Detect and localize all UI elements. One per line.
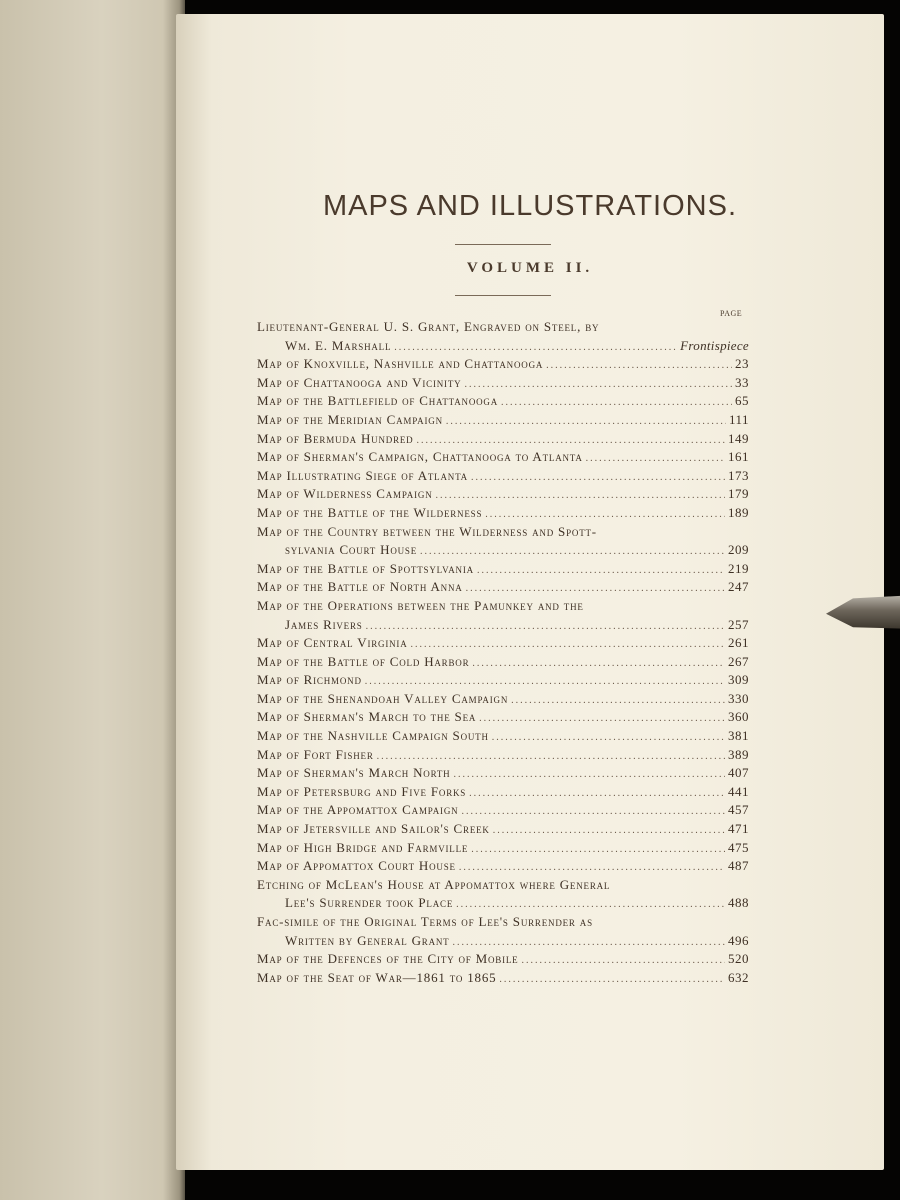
- list-item: [257, 708, 749, 727]
- entry-title: Etching of McLean's House at Appomattox where General: [257, 876, 611, 892]
- list-item: [257, 523, 749, 560]
- list-item: [257, 969, 749, 988]
- entry-page-number: 381: [728, 728, 749, 744]
- entry-page-number: 330: [728, 690, 749, 706]
- entry-page-number: 488: [728, 895, 749, 911]
- entry-page-number: 179: [728, 486, 749, 502]
- list-item: [257, 634, 749, 653]
- list-item: [257, 560, 749, 579]
- entry-page-number: 173: [728, 467, 749, 483]
- list-item: [257, 746, 749, 765]
- entry-title: Map of the Country between the Wilderness and Spott-: [257, 523, 597, 539]
- list-item: [257, 318, 749, 355]
- list-item: [257, 411, 749, 430]
- entry-title: Map of Sherman's March North: [257, 765, 451, 781]
- entry-title: Map of Petersburg and Five Forks: [257, 783, 467, 799]
- entry-title: Map of the Appomattox Campaign: [257, 802, 459, 818]
- entry-title: Map of the Defences of the City of Mobile: [257, 951, 519, 967]
- list-item: [257, 820, 749, 839]
- entry-page-number: 149: [728, 430, 749, 446]
- entry-page-number: 65: [735, 393, 749, 409]
- entry-title: Map of the Seat of War—1861 to 1865: [257, 969, 497, 985]
- facing-page: [0, 0, 185, 1200]
- page-title: MAPS AND ILLUSTRATIONS.: [322, 190, 738, 222]
- entry-title: Map of the Battle of Spottsylvania: [257, 560, 474, 576]
- entry-page-number: 471: [728, 821, 749, 837]
- entry-title: Fac-simile of the Original Terms of Lee's Surrender as: [257, 914, 593, 929]
- entry-title: sylvania Court House: [285, 542, 418, 558]
- entry-title: Written by General Grant: [285, 932, 450, 948]
- entry-page-number: 632: [728, 969, 749, 985]
- entry-title: Lee's Surrender took Place: [285, 895, 454, 911]
- entry-page-number: 161: [728, 449, 749, 465]
- entry-page-number: 257: [728, 616, 749, 632]
- entry-page-number: 209: [728, 542, 749, 558]
- entry-title: Map of Jetersville and Sailor's Creek: [257, 821, 490, 837]
- entry-title: Map of Fort Fisher: [257, 746, 374, 762]
- title-divider-top: [455, 244, 551, 245]
- entry-page-number: 189: [728, 504, 749, 520]
- list-item: [257, 950, 749, 969]
- entry-title: Lieutenant-General U. S. Grant, Engraved on Steel, by: [257, 319, 600, 334]
- entry-title: Map of Bermuda Hundred: [257, 430, 414, 446]
- entry-page-number: 219: [728, 560, 749, 576]
- entry-title: Map of the Battle of the Wilderness: [257, 504, 483, 520]
- entry-page-number: 475: [728, 839, 749, 855]
- entry-title: Map of Sherman's Campaign, Chattanooga to Atlanta: [257, 449, 583, 465]
- list-item: [257, 392, 749, 411]
- list-item: [257, 653, 749, 672]
- entry-title: Map of Richmond: [257, 672, 362, 688]
- list-item: [257, 597, 749, 634]
- volume-heading: VOLUME II.: [466, 260, 594, 276]
- entry-page-number: 33: [735, 374, 749, 390]
- entry-title: Map of Chattanooga and Vicinity: [257, 374, 462, 390]
- list-item: [257, 727, 749, 746]
- entry-page-number: 360: [728, 709, 749, 725]
- entry-title: Map of the Operations between the Pamunkey and the: [257, 597, 584, 613]
- entry-page-number: 457: [728, 802, 749, 818]
- list-item: [257, 839, 749, 858]
- entry-page-number: 23: [735, 356, 749, 372]
- entry-title: Map of Sherman's March to the Sea: [257, 709, 477, 725]
- list-item: [257, 913, 749, 950]
- entry-title: James Rivers: [285, 616, 363, 632]
- entry-page-number: 407: [728, 765, 749, 781]
- entry-title: Map of the Battle of Cold Harbor: [257, 653, 470, 669]
- entry-page-number: Frontispiece: [680, 337, 749, 353]
- entry-page-number: 309: [728, 672, 749, 688]
- entry-title: Map of Central Virginia: [257, 635, 408, 651]
- title-divider-bottom: [455, 295, 551, 296]
- entry-title: Map of Appomattox Court House: [257, 858, 456, 874]
- entry-page-number: 389: [728, 746, 749, 762]
- entry-title: Map of Wilderness Campaign: [257, 486, 433, 502]
- entry-title: Map of Knoxville, Nashville and Chattanooga: [257, 356, 544, 372]
- list-item: [257, 374, 749, 393]
- entry-page-number: 520: [728, 951, 749, 967]
- table-of-illustrations: [257, 318, 749, 987]
- list-item: [257, 467, 749, 486]
- entry-page-number: 247: [728, 579, 749, 595]
- entry-title: Map of the Shenandoah Valley Campaign: [257, 690, 509, 706]
- entry-page-number: 441: [728, 783, 749, 799]
- list-item: [257, 801, 749, 820]
- list-item: [257, 578, 749, 597]
- list-item: [257, 430, 749, 449]
- entry-title: Map of the Battle of North Anna: [257, 579, 463, 595]
- entry-title: Map of the Meridian Campaign: [257, 411, 443, 427]
- list-item: [257, 671, 749, 690]
- entry-title: Wm. E. Marshall: [285, 337, 392, 353]
- list-item: [257, 448, 749, 467]
- entry-title: Map of the Nashville Campaign South: [257, 728, 489, 744]
- page-column-label: PAGE: [720, 309, 743, 318]
- entry-page-number: 267: [728, 653, 749, 669]
- entry-title: Map of the Battlefield of Chattanooga: [257, 393, 499, 409]
- entry-title: Map Illustrating Siege of Atlanta: [257, 467, 468, 483]
- entry-title: Map of High Bridge and Farmville: [257, 839, 469, 855]
- list-item: [257, 783, 749, 802]
- entry-page-number: 496: [728, 932, 749, 948]
- list-item: [257, 876, 749, 913]
- list-item: [257, 857, 749, 876]
- list-item: [257, 485, 749, 504]
- entry-page-number: 487: [728, 858, 749, 874]
- list-item: [257, 764, 749, 783]
- entry-page-number: 261: [728, 635, 749, 651]
- list-item: [257, 355, 749, 374]
- list-item: [257, 504, 749, 523]
- dot-leader: [499, 971, 725, 990]
- entry-page-number: 111: [728, 411, 749, 427]
- list-item: [257, 690, 749, 709]
